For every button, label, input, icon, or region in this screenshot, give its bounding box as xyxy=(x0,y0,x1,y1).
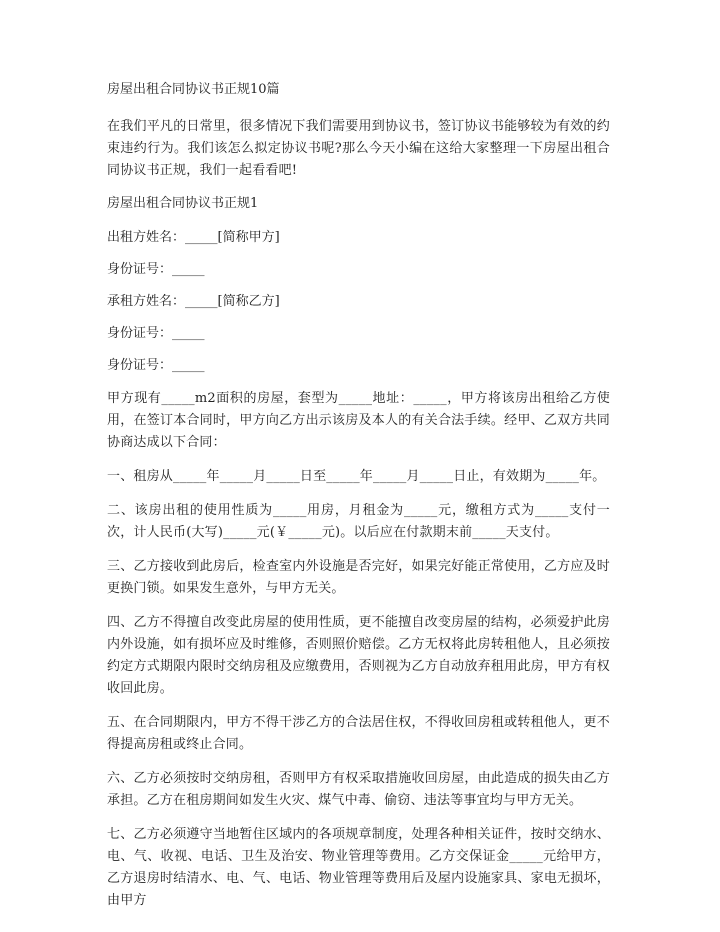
extra-id-field: 身份证号：_____ xyxy=(107,358,205,373)
document-title: 房屋出租合同协议书正规10篇 xyxy=(107,82,280,97)
lessee-id-field: 身份证号：_____ xyxy=(107,326,205,341)
lessor-name-field: 出租方姓名：_____[简称甲方] xyxy=(107,230,280,245)
clause-1: 一、租房从_____年_____月_____日至_____年_____月_____日止，有效期为_____年。 xyxy=(107,469,606,484)
clause-3: 三、乙方接收到此房后，检查室内外设施是否完好，如果完好能正常使用，乙方应及时更换门锁。如果发生意外，与甲方无关。 xyxy=(107,559,610,596)
intro-paragraph: 在我们平凡的日常里，很多情况下我们需要用到协议书，签订协议书能够较为有效的约束违约行为。我们该怎么拟定协议书呢?那么今天小编在这给大家整理一下房屋出租合同协议书正规，我们一起看看吧! xyxy=(107,119,610,178)
clause-5: 五、在合同期限内，甲方不得干涉乙方的合法居住权，不得收回房租或转租他人，更不得提高房租或终止合同。 xyxy=(107,715,610,752)
clause-preamble: 甲方现有_____m2面积的房屋，套型为_____地址：_____，甲方将该房出租给乙方使用，在签订本合同时，甲方向乙方出示该房及本人的有关合法手续。经甲、乙双方共同协商达成以下合同： xyxy=(107,391,610,450)
clause-6: 六、乙方必须按时交纳房租，否则甲方有权采取措施收回房屋，由此造成的损失由乙方承担。乙方在租房期间如发生火灾、煤气中毒、偷窃、违法等事宜均与甲方无关。 xyxy=(107,771,610,808)
clause-7: 七、乙方必须遵守当地暂住区域内的各项规章制度，处理各种相关证件，按时交纳水、电、气、收视、电话、卫生及治安、物业管理等费用。乙方交保证金_____元给甲方，乙方退房时结清水、电、气、电话、物业管理等费用后及屋内设施家具、家电无损坏，由甲方 xyxy=(107,827,610,908)
lessee-name-field: 承租方姓名：_____[简称乙方] xyxy=(107,294,280,309)
clause-2: 二、该房出租的使用性质为_____用房，月租金为_____元，缴租方式为_____支付一次，计人民币(大写)_____元(￥_____元)。以后应在付款期末前_____天支付。 xyxy=(107,503,610,540)
clause-4: 四、乙方不得擅自改变此房屋的使用性质，更不能擅自改变房屋的结构，必须爱护此房内外设施，如有损坏应及时维修，否则照价赔偿。乙方无权将此房转租他人，且必须按约定方式期限内限时交纳房租及应缴费用，否则视为乙方自动放弃租用此房，甲方有权收回此房。 xyxy=(107,615,610,696)
section-title: 房屋出租合同协议书正规1 xyxy=(107,196,259,211)
lessor-id-field: 身份证号：_____ xyxy=(107,262,205,277)
